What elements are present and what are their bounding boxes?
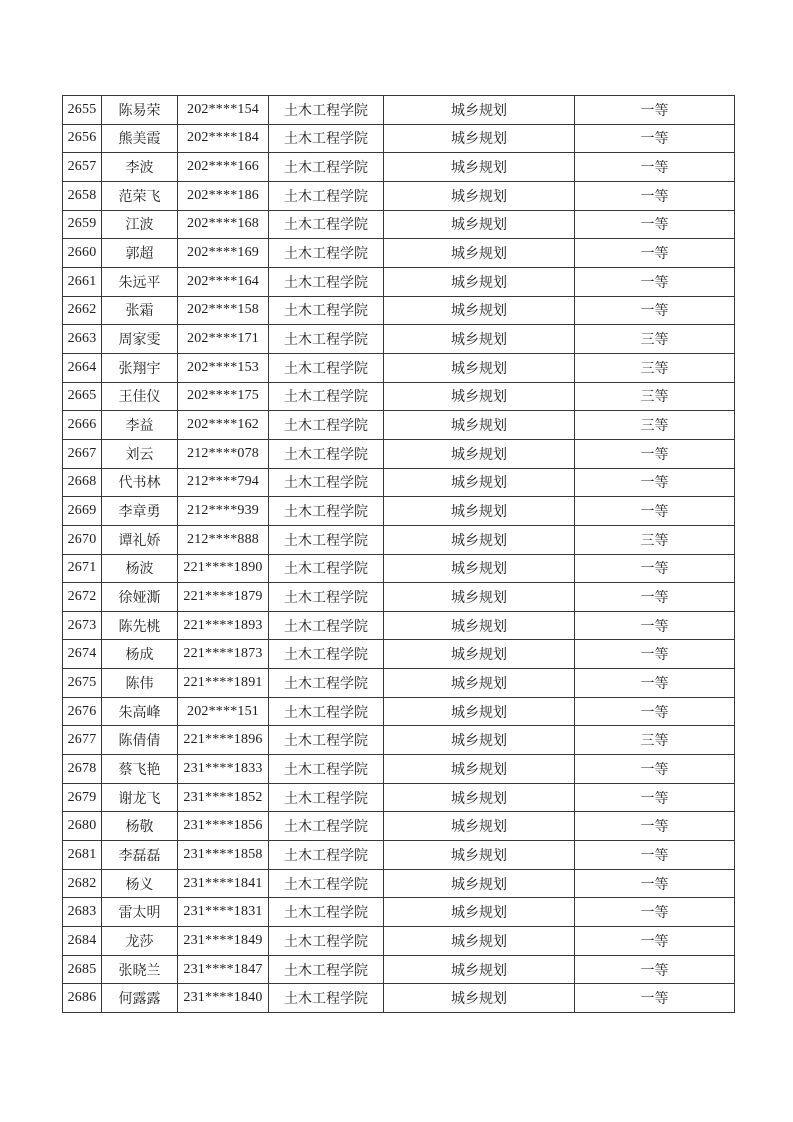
cell-index: 2664 (63, 353, 102, 382)
cell-major: 城乡规划 (384, 984, 575, 1013)
table-row (63, 497, 735, 526)
table-row (63, 927, 735, 956)
cell-name: 杨义 (102, 869, 178, 898)
cell-index: 2674 (63, 640, 102, 669)
cell-name: 郭超 (102, 239, 178, 268)
cell-index: 2686 (63, 984, 102, 1013)
table-body (63, 96, 735, 1013)
cell-major: 城乡规划 (384, 583, 575, 612)
table-row (63, 325, 735, 354)
cell-college: 土木工程学院 (269, 841, 384, 870)
table-row (63, 239, 735, 268)
cell-major: 城乡规划 (384, 755, 575, 784)
cell-student_id: 221****1873 (178, 640, 269, 669)
cell-college: 土木工程学院 (269, 382, 384, 411)
cell-award: 一等 (575, 640, 735, 669)
cell-award: 一等 (575, 554, 735, 583)
cell-major: 城乡规划 (384, 841, 575, 870)
cell-award: 一等 (575, 927, 735, 956)
cell-name: 李磊磊 (102, 841, 178, 870)
cell-student_id: 202****168 (178, 210, 269, 239)
cell-major: 城乡规划 (384, 468, 575, 497)
cell-award: 一等 (575, 697, 735, 726)
cell-student_id: 202****169 (178, 239, 269, 268)
table-row (63, 583, 735, 612)
cell-name: 代书林 (102, 468, 178, 497)
cell-major: 城乡规划 (384, 296, 575, 325)
table-row (63, 267, 735, 296)
cell-index: 2671 (63, 554, 102, 583)
cell-name: 王佳仪 (102, 382, 178, 411)
cell-student_id: 202****153 (178, 353, 269, 382)
cell-major: 城乡规划 (384, 525, 575, 554)
cell-college: 土木工程学院 (269, 181, 384, 210)
cell-college: 土木工程学院 (269, 898, 384, 927)
cell-student_id: 202****162 (178, 411, 269, 440)
cell-student_id: 231****1833 (178, 755, 269, 784)
table-row (63, 382, 735, 411)
cell-index: 2681 (63, 841, 102, 870)
cell-student_id: 202****186 (178, 181, 269, 210)
cell-student_id: 221****1890 (178, 554, 269, 583)
cell-name: 谭礼娇 (102, 525, 178, 554)
cell-index: 2661 (63, 267, 102, 296)
cell-index: 2682 (63, 869, 102, 898)
cell-college: 土木工程学院 (269, 640, 384, 669)
cell-index: 2673 (63, 611, 102, 640)
cell-college: 土木工程学院 (269, 726, 384, 755)
table-row (63, 812, 735, 841)
cell-name: 蔡飞艳 (102, 755, 178, 784)
cell-award: 三等 (575, 382, 735, 411)
cell-student_id: 231****1840 (178, 984, 269, 1013)
table-row (63, 697, 735, 726)
cell-college: 土木工程学院 (269, 353, 384, 382)
table-row (63, 439, 735, 468)
cell-index: 2663 (63, 325, 102, 354)
table-row (63, 525, 735, 554)
cell-student_id: 221****1896 (178, 726, 269, 755)
cell-college: 土木工程学院 (269, 984, 384, 1013)
cell-student_id: 231****1852 (178, 783, 269, 812)
table-row (63, 984, 735, 1013)
cell-major: 城乡规划 (384, 96, 575, 125)
cell-college: 土木工程学院 (269, 239, 384, 268)
cell-index: 2679 (63, 783, 102, 812)
cell-name: 陈先桃 (102, 611, 178, 640)
cell-student_id: 231****1858 (178, 841, 269, 870)
cell-award: 一等 (575, 955, 735, 984)
cell-major: 城乡规划 (384, 411, 575, 440)
cell-award: 一等 (575, 984, 735, 1013)
table-row (63, 611, 735, 640)
cell-index: 2659 (63, 210, 102, 239)
cell-major: 城乡规划 (384, 869, 575, 898)
cell-major: 城乡规划 (384, 726, 575, 755)
cell-name: 杨成 (102, 640, 178, 669)
cell-index: 2668 (63, 468, 102, 497)
cell-student_id: 212****078 (178, 439, 269, 468)
cell-college: 土木工程学院 (269, 554, 384, 583)
cell-college: 土木工程学院 (269, 812, 384, 841)
cell-name: 徐娅澌 (102, 583, 178, 612)
cell-student_id: 202****175 (178, 382, 269, 411)
cell-award: 一等 (575, 783, 735, 812)
cell-college: 土木工程学院 (269, 869, 384, 898)
cell-college: 土木工程学院 (269, 411, 384, 440)
table-row (63, 841, 735, 870)
cell-award: 一等 (575, 267, 735, 296)
cell-student_id: 221****1879 (178, 583, 269, 612)
cell-name: 李波 (102, 153, 178, 182)
cell-student_id: 202****166 (178, 153, 269, 182)
cell-name: 雷太明 (102, 898, 178, 927)
cell-student_id: 231****1856 (178, 812, 269, 841)
cell-major: 城乡规划 (384, 611, 575, 640)
table-row (63, 153, 735, 182)
cell-college: 土木工程学院 (269, 124, 384, 153)
cell-index: 2677 (63, 726, 102, 755)
cell-award: 一等 (575, 669, 735, 698)
cell-name: 陈倩倩 (102, 726, 178, 755)
cell-name: 熊美霞 (102, 124, 178, 153)
table-row (63, 124, 735, 153)
cell-college: 土木工程学院 (269, 210, 384, 239)
cell-award: 三等 (575, 353, 735, 382)
cell-index: 2662 (63, 296, 102, 325)
cell-index: 2683 (63, 898, 102, 927)
cell-award: 一等 (575, 812, 735, 841)
table-row (63, 210, 735, 239)
cell-name: 杨敬 (102, 812, 178, 841)
cell-college: 土木工程学院 (269, 96, 384, 125)
cell-major: 城乡规划 (384, 554, 575, 583)
table-row (63, 181, 735, 210)
cell-major: 城乡规划 (384, 439, 575, 468)
cell-student_id: 202****151 (178, 697, 269, 726)
cell-major: 城乡规划 (384, 927, 575, 956)
table-row (63, 96, 735, 125)
cell-index: 2684 (63, 927, 102, 956)
cell-index: 2665 (63, 382, 102, 411)
cell-award: 一等 (575, 124, 735, 153)
cell-index: 2657 (63, 153, 102, 182)
cell-name: 周家雯 (102, 325, 178, 354)
cell-college: 土木工程学院 (269, 296, 384, 325)
award-table (62, 95, 735, 1013)
cell-index: 2658 (63, 181, 102, 210)
table-row (63, 554, 735, 583)
cell-name: 陈伟 (102, 669, 178, 698)
cell-student_id: 231****1841 (178, 869, 269, 898)
cell-index: 2666 (63, 411, 102, 440)
cell-award: 一等 (575, 755, 735, 784)
cell-index: 2676 (63, 697, 102, 726)
cell-name: 谢龙飞 (102, 783, 178, 812)
cell-major: 城乡规划 (384, 669, 575, 698)
cell-major: 城乡规划 (384, 325, 575, 354)
cell-college: 土木工程学院 (269, 697, 384, 726)
cell-award: 三等 (575, 726, 735, 755)
cell-student_id: 221****1893 (178, 611, 269, 640)
cell-award: 一等 (575, 96, 735, 125)
cell-award: 一等 (575, 439, 735, 468)
cell-name: 龙莎 (102, 927, 178, 956)
cell-award: 一等 (575, 497, 735, 526)
cell-name: 陈易荣 (102, 96, 178, 125)
cell-college: 土木工程学院 (269, 468, 384, 497)
cell-award: 一等 (575, 296, 735, 325)
table-row (63, 468, 735, 497)
cell-index: 2675 (63, 669, 102, 698)
cell-college: 土木工程学院 (269, 669, 384, 698)
cell-college: 土木工程学院 (269, 153, 384, 182)
cell-award: 三等 (575, 411, 735, 440)
cell-college: 土木工程学院 (269, 927, 384, 956)
table-row (63, 669, 735, 698)
table-row (63, 955, 735, 984)
cell-major: 城乡规划 (384, 697, 575, 726)
cell-index: 2678 (63, 755, 102, 784)
cell-college: 土木工程学院 (269, 611, 384, 640)
cell-award: 一等 (575, 153, 735, 182)
cell-college: 土木工程学院 (269, 755, 384, 784)
cell-student_id: 231****1849 (178, 927, 269, 956)
cell-award: 三等 (575, 525, 735, 554)
cell-college: 土木工程学院 (269, 955, 384, 984)
cell-name: 朱高峰 (102, 697, 178, 726)
cell-name: 杨波 (102, 554, 178, 583)
cell-college: 土木工程学院 (269, 439, 384, 468)
table-row (63, 726, 735, 755)
cell-name: 张晓兰 (102, 955, 178, 984)
cell-major: 城乡规划 (384, 181, 575, 210)
cell-name: 江波 (102, 210, 178, 239)
cell-major: 城乡规划 (384, 497, 575, 526)
cell-major: 城乡规划 (384, 239, 575, 268)
table-row (63, 411, 735, 440)
cell-student_id: 212****939 (178, 497, 269, 526)
cell-student_id: 202****184 (178, 124, 269, 153)
cell-index: 2667 (63, 439, 102, 468)
cell-name: 李章勇 (102, 497, 178, 526)
cell-award: 一等 (575, 583, 735, 612)
table-row (63, 296, 735, 325)
cell-college: 土木工程学院 (269, 267, 384, 296)
cell-index: 2672 (63, 583, 102, 612)
cell-student_id: 231****1847 (178, 955, 269, 984)
cell-award: 一等 (575, 869, 735, 898)
cell-index: 2670 (63, 525, 102, 554)
table-row (63, 353, 735, 382)
table-row (63, 783, 735, 812)
cell-index: 2680 (63, 812, 102, 841)
table-row (63, 755, 735, 784)
cell-name: 张霜 (102, 296, 178, 325)
cell-name: 何露露 (102, 984, 178, 1013)
cell-major: 城乡规划 (384, 955, 575, 984)
cell-student_id: 202****154 (178, 96, 269, 125)
cell-major: 城乡规划 (384, 783, 575, 812)
cell-award: 三等 (575, 325, 735, 354)
cell-major: 城乡规划 (384, 640, 575, 669)
cell-college: 土木工程学院 (269, 497, 384, 526)
cell-award: 一等 (575, 468, 735, 497)
cell-award: 一等 (575, 210, 735, 239)
cell-name: 张翔宇 (102, 353, 178, 382)
cell-index: 2656 (63, 124, 102, 153)
cell-student_id: 221****1891 (178, 669, 269, 698)
cell-college: 土木工程学院 (269, 525, 384, 554)
cell-major: 城乡规划 (384, 210, 575, 239)
cell-major: 城乡规划 (384, 124, 575, 153)
cell-major: 城乡规划 (384, 898, 575, 927)
cell-major: 城乡规划 (384, 353, 575, 382)
cell-college: 土木工程学院 (269, 783, 384, 812)
cell-name: 朱远平 (102, 267, 178, 296)
cell-index: 2685 (63, 955, 102, 984)
table-row (63, 898, 735, 927)
cell-index: 2655 (63, 96, 102, 125)
cell-major: 城乡规划 (384, 812, 575, 841)
cell-name: 刘云 (102, 439, 178, 468)
cell-index: 2660 (63, 239, 102, 268)
cell-college: 土木工程学院 (269, 583, 384, 612)
cell-student_id: 212****794 (178, 468, 269, 497)
table-row (63, 640, 735, 669)
cell-award: 一等 (575, 841, 735, 870)
cell-major: 城乡规划 (384, 267, 575, 296)
cell-student_id: 212****888 (178, 525, 269, 554)
cell-award: 一等 (575, 239, 735, 268)
cell-student_id: 231****1831 (178, 898, 269, 927)
cell-award: 一等 (575, 181, 735, 210)
cell-college: 土木工程学院 (269, 325, 384, 354)
cell-student_id: 202****158 (178, 296, 269, 325)
cell-major: 城乡规划 (384, 382, 575, 411)
cell-name: 李益 (102, 411, 178, 440)
cell-student_id: 202****164 (178, 267, 269, 296)
cell-award: 一等 (575, 611, 735, 640)
cell-index: 2669 (63, 497, 102, 526)
cell-name: 范荣飞 (102, 181, 178, 210)
cell-student_id: 202****171 (178, 325, 269, 354)
table-row (63, 869, 735, 898)
cell-major: 城乡规划 (384, 153, 575, 182)
cell-award: 一等 (575, 898, 735, 927)
